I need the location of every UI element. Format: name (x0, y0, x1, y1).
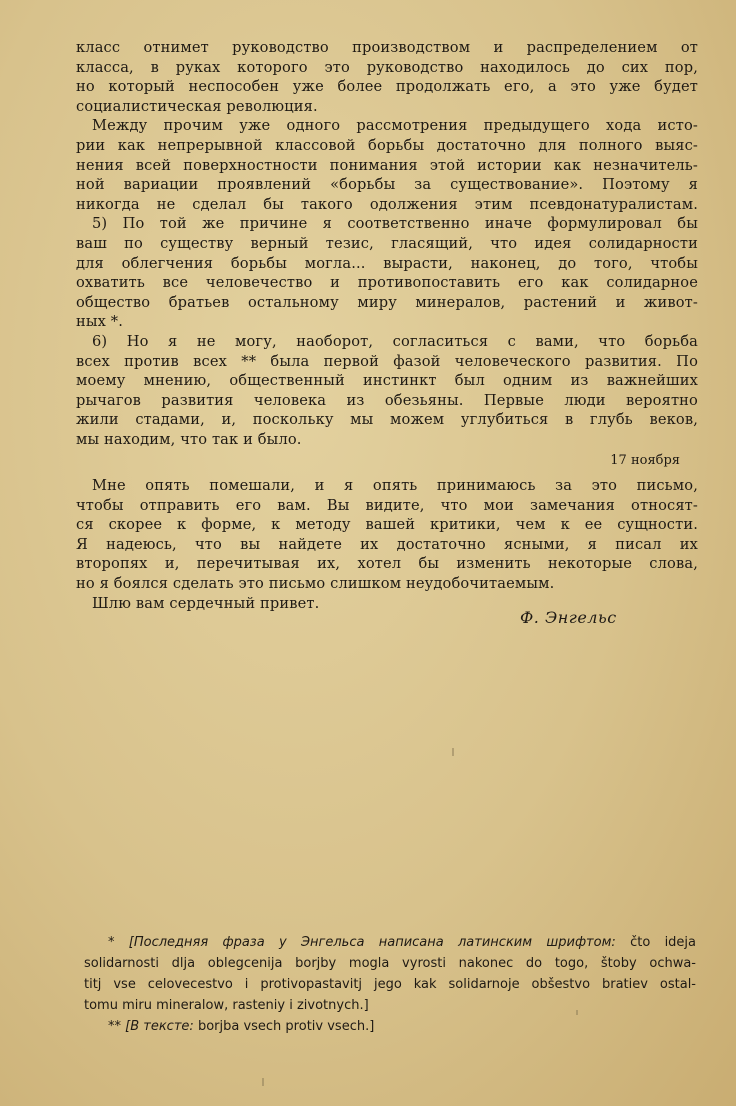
text-line: для облегчения борьбы могла... вырасти, наконец, до того, чтобы (76, 254, 698, 272)
text-line: ных *. (76, 313, 124, 331)
text-line: рычагов развития человека из обезьяны. Первые люди вероятно (76, 391, 698, 409)
postscript-body (76, 476, 698, 613)
footnote-editor-note: [В тексте: (125, 1019, 194, 1034)
text-line: нения всей поверхностности понимания этой истории как незначитель- (76, 156, 698, 174)
footnote-marker: ** (108, 1019, 121, 1034)
closing-line: Шлю вам сердечный привет. (92, 594, 320, 612)
text-line: чтобы отправить его вам. Вы видите, что мои замечания относят- (76, 496, 698, 514)
paper-speck (452, 748, 454, 756)
text-line: ной вариации проявлений «борьбы за существование». Поэтому я (76, 176, 698, 194)
paper-speck (262, 1078, 264, 1086)
text-line: но я боялся сделать это письмо слишком неудобочитаемым. (76, 574, 555, 592)
footnote-text: čto ideja (630, 935, 696, 950)
text-line: Я надеюсь, что вы найдете их достаточно ясными, я писал их (76, 535, 698, 553)
footnote-text: borjba vsech protiv vsech.] (197, 1019, 375, 1034)
text-line: охватить все человечество и противопоставить его как солидарное (76, 274, 698, 292)
footnote-1-line: tomu miru mineralow, rasteniy i zivotnych.] (84, 998, 369, 1013)
letter-body (76, 38, 698, 471)
footnote-editor-note: [Последняя фраза у Энгельса написана латинским шрифтом: (128, 935, 616, 950)
text-line: моему мнению, общественный инстинкт был одним из важнейших (76, 372, 698, 390)
paragraph-2 (76, 116, 698, 214)
paragraph-3 (76, 214, 698, 332)
footnote-1-line: titj vse celovecestvo i protivopastavitj jego kak solidarnoje obšestvo bratiev ostal- (84, 977, 696, 992)
signature: Ф. Энгельс (520, 608, 617, 627)
paragraph-4 (76, 332, 698, 450)
text-line: Между прочим уже одного рассмотрения предыдущего хода исто- (92, 117, 698, 135)
footnote-marker: * (108, 935, 115, 950)
footnote-2-line (84, 1016, 696, 1037)
text-line: жили стадами, и, поскольку мы можем углубиться в глубь веков, (76, 411, 698, 429)
text-line: всех против всех ** была первой фазой человеческого развития. По (76, 352, 698, 370)
text-line: ваш по существу верный тезис, гласящий, что идея солидарности (76, 234, 698, 252)
paragraph-1 (76, 38, 698, 116)
text-line: 5) По той же причине я соответственно иначе формулировал бы (92, 215, 698, 233)
text-line: рии как непрерывной классовой борьбы достаточно для полного выяс- (76, 136, 698, 154)
text-line: Мне опять помешали, и я опять принимаюсь за это письмо, (92, 477, 698, 494)
text-line: общество братьев остальному миру минералов, растений и живот- (76, 293, 698, 311)
footnotes (84, 932, 696, 1037)
paragraph-5 (76, 476, 698, 594)
text-line: класс отнимет руководство производством и распределением от (76, 39, 698, 56)
text-line: социалистическая революция. (76, 97, 318, 115)
text-line: 6) Но я не могу, наоборот, согласиться с вами, что борьба (92, 332, 698, 350)
text-line: никогда не сделал бы такого одолжения этим псевдонатуралистам. (76, 195, 698, 213)
text-line: но который неспособен уже более продолжать его, а это уже будет (76, 78, 698, 96)
footnote-1-line: solidarnosti dlja oblegcenija borjby mogla vyrosti nakonec do togo, štoby ochwa- (84, 956, 696, 971)
text-line: мы находим, что так и было. (76, 430, 302, 448)
footnote-1-line (84, 932, 696, 953)
text-line: класса, в руках которого это руководство находилось до сих пор, (76, 58, 698, 76)
text-line: ся скорее к форме, к методу вашей критики, чем к ее сущности. (76, 516, 698, 534)
date-line: 17 ноября (610, 453, 680, 469)
text-line: второпях и, перечитывая их, хотел бы изменить некоторые слова, (76, 555, 698, 573)
